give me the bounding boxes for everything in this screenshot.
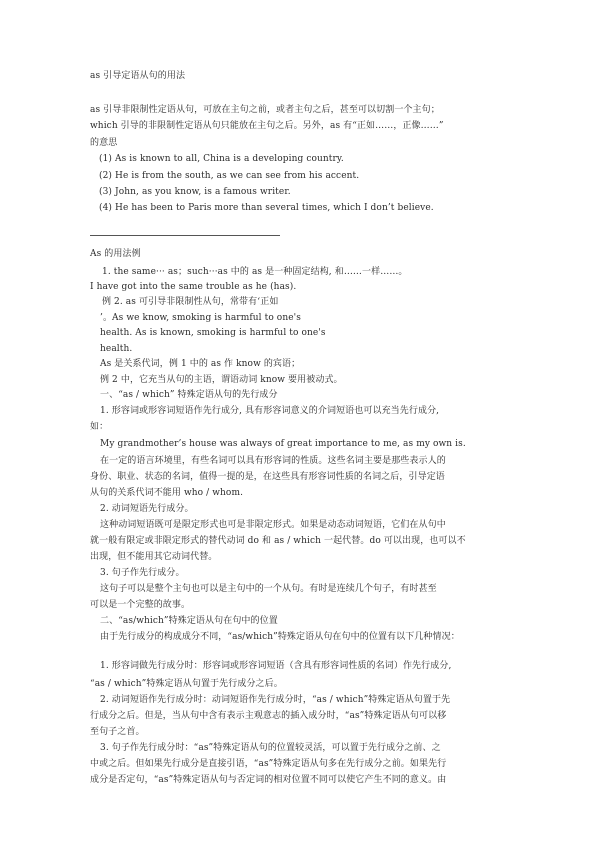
body-line: 就一般有限定或非限定形式的替代动词 do 和 as / which 一起代替。do 可以出现，也可以不	[90, 536, 466, 546]
body-line: 成分是否定句，“as”特殊定语从句与否定词的相对位置不同可以使它产生不同的意义。由	[90, 775, 447, 785]
body-line: 这句子可以是整个主句也可以是主句中的一个从句。有时是连续几个句子，有时甚至	[100, 584, 437, 594]
body-line: “as / which”特殊定语从句置于先行成分之后。	[90, 679, 283, 689]
body-line: 可以是一个完整的故事。	[90, 600, 191, 610]
body-line: health.	[100, 344, 133, 354]
section-title: As 的用法例	[90, 249, 141, 259]
body-line: ’。As we know, smoking is harmful to one's	[100, 313, 301, 323]
body-line: 出现，但不能用其它动词代替。	[90, 552, 218, 562]
example-sentence: (2) He is from the south, as we can see from his accent.	[99, 171, 360, 181]
body-line: health. As is known, smoking is harmful to one's	[100, 328, 326, 338]
body-line: 如：	[90, 422, 109, 432]
document-title: as 引导定语从句的用法	[90, 71, 186, 81]
body-line: 从句的关系代词不能用 who / whom.	[90, 488, 244, 498]
body-line: 3. 句子作先行成分。	[100, 568, 185, 578]
example-sentence: (4) He has been to Paris more than several times, which I don’t believe.	[99, 203, 434, 213]
body-line: 3. 句子作先行成分时：“as”特殊定语从句的位置较灵活，可以置于先行成分之前、之	[100, 743, 441, 753]
body-line: 1. 形容词或形容词短语作先行成分, 具有形容词意义的介词短语也可以充当先行成分,	[100, 406, 440, 416]
body-line: 例 2. as 可引导非限制性从句，常带有‘正如	[102, 297, 279, 307]
body-line: 1. 形容词做先行成分时：形容词或形容词短语（含具有形容词性质的名词）作先行成分,	[100, 661, 452, 671]
body-line: 身份、职业、状态的名词，值得一提的是，在这些具有形容词性质的名词之后，引导定语	[90, 472, 445, 482]
section-heading: 一、“as / which” 特殊定语从句的先行成分	[100, 390, 278, 400]
section-heading: 二、“as/which”特殊定语从句在句中的位置	[100, 616, 278, 626]
intro-line: which 引导的非限制性定语从句只能放在主句之后。另外，as 有“正如……，正像……”	[90, 121, 444, 131]
body-line: 例 2 中，它充当从句的主语，谓语动词 know 要用被动式。	[100, 375, 343, 385]
body-line: 2. 动词短语作先行成分时：动词短语作先行成分时，“as / which”特殊定语从句置于先	[100, 695, 451, 705]
body-line: 1. the same··· as；such···as 中的 as 是一种固定结构, 和……一样……。	[102, 267, 408, 277]
body-line: 在一定的语言环境里，有些名词可以具有形容词的性质。这些名词主要是那些表示人的	[100, 456, 446, 466]
section-divider	[90, 235, 280, 236]
body-line: As 是关系代词，例 1 中的 as 作 know 的宾语；	[100, 359, 301, 369]
body-line: I have got into the same trouble as he (has).	[90, 282, 297, 292]
body-line: 这种动词短语既可是限定形式也可是非限定形式。如果是动态动词短语，它们在从句中	[100, 520, 446, 530]
body-line: 中或之后。但如果先行成分是直接引语，“as”特殊定语从句多在先行成分之前。如果先行	[90, 759, 447, 769]
body-line: 由于先行成分的构成成分不同，“as/which”特殊定语从句在句中的位置有以下几种情况：	[100, 632, 460, 642]
body-line: 行成分之后。但是，当从句中含有表示主观意志的插入成分时，“as”特殊定语从句可以移	[90, 711, 447, 721]
example-sentence: (1) As is known to all, China is a developing country.	[99, 154, 344, 164]
body-line: 至句子之首。	[90, 727, 145, 737]
body-line: 2. 动词短语先行成分。	[100, 504, 194, 514]
example-sentence: My grandmother’s house was always of great importance to me, as my own is.	[100, 439, 466, 449]
example-sentence: (3) John, as you know, is a famous writer.	[99, 187, 291, 197]
intro-line: as 引导非限制性定语从句，可放在主句之前，或者主句之后，甚至可以切割一个主句；	[90, 105, 440, 115]
intro-line: 的意思	[90, 138, 118, 148]
